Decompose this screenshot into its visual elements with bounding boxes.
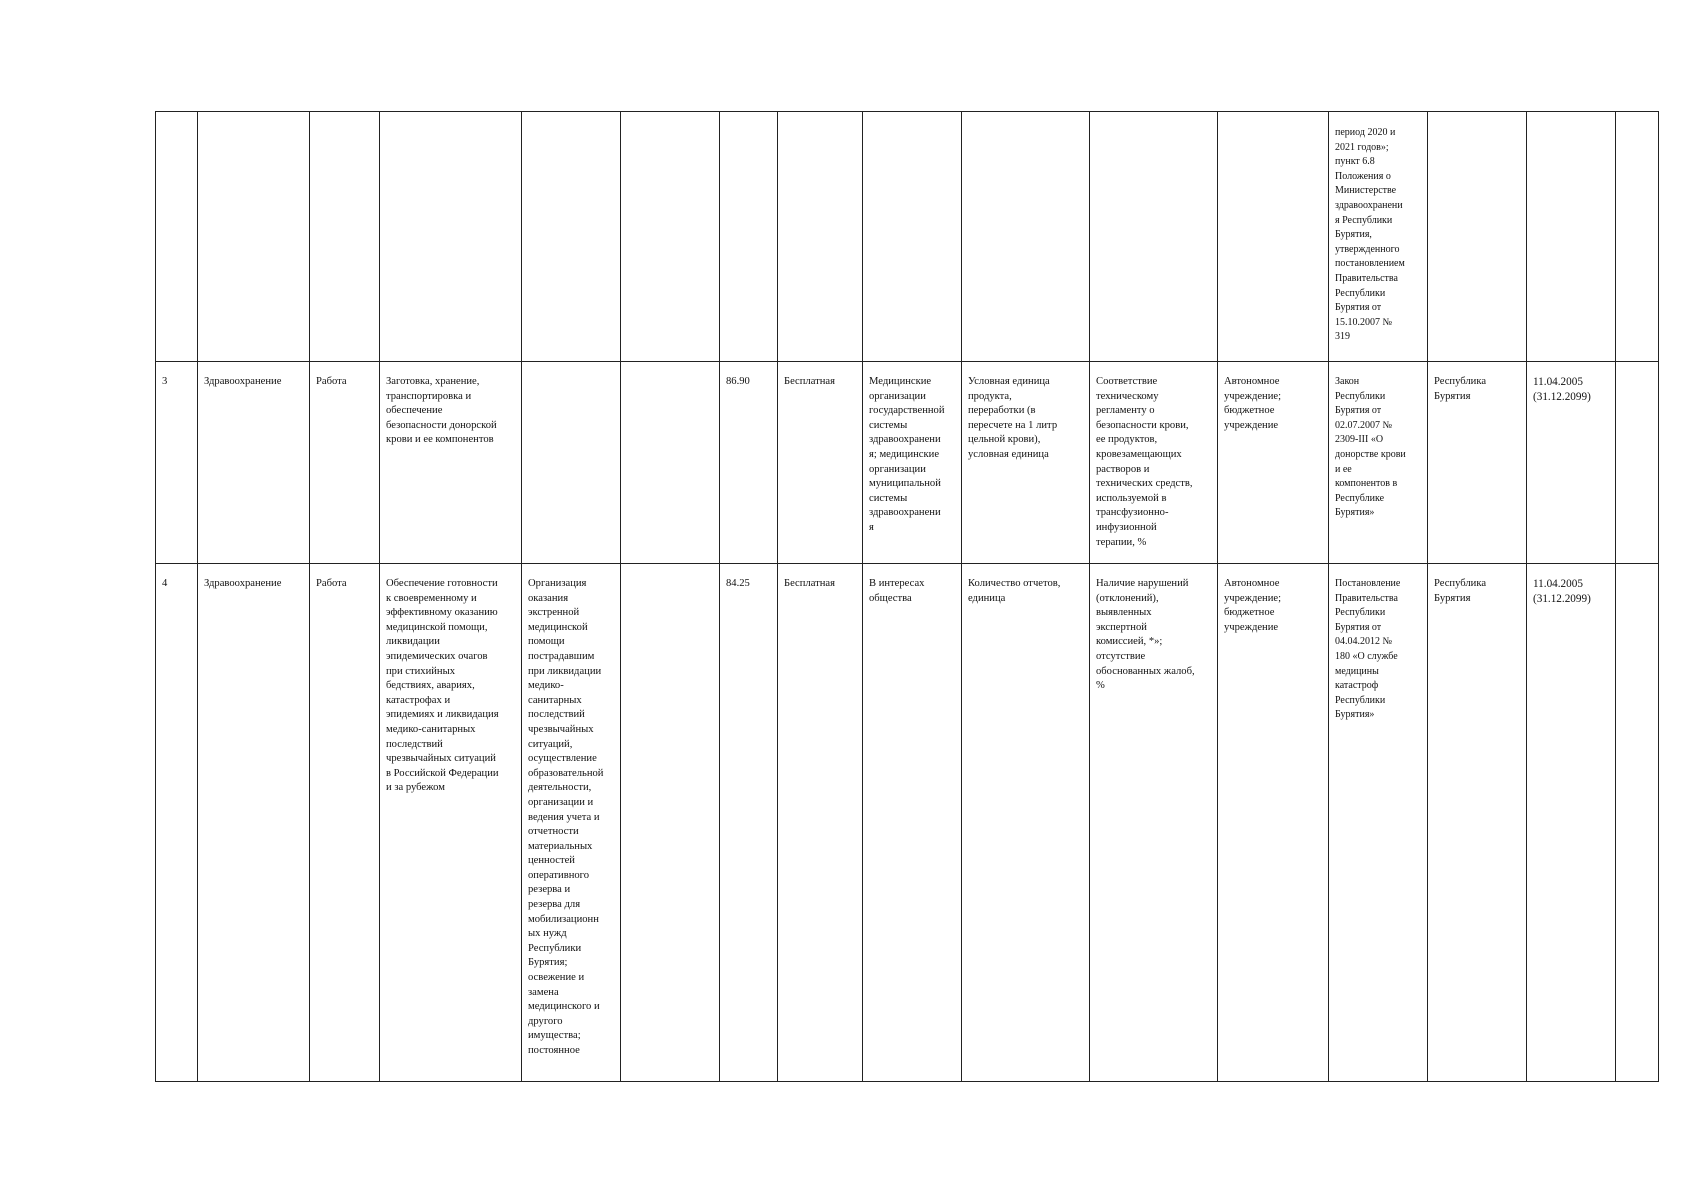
cell-kind xyxy=(310,112,380,362)
cell-okved: 84.25 xyxy=(720,564,778,1082)
cell-extra xyxy=(1616,564,1659,1082)
cell-num: 3 xyxy=(156,362,198,564)
cell-kind: Работа xyxy=(310,362,380,564)
cell-volume-indicator: Условная единица продукта, переработки (в пересчете на 1 литр цельной крови), условная единица xyxy=(962,362,1090,564)
registry-table xyxy=(155,111,1659,1082)
cell-quality-indicator: Соответствие техническому регламенту о безопасности крови, ее продуктов, кровезамещающих растворов и технических средств, используемой в трансфузионно- инфузионной терапии, % xyxy=(1090,362,1218,564)
table-row xyxy=(156,112,1659,362)
table-row xyxy=(156,362,1659,564)
cell-content xyxy=(522,112,621,362)
cell-founder: Республика Бурятия xyxy=(1428,564,1527,1082)
cell-consumers: Медицинские организации государственной системы здравоохранени я; медицинские организации муниципальной системы здравоохранени я xyxy=(863,362,962,564)
cell-sphere xyxy=(198,112,310,362)
table-row xyxy=(156,564,1659,1082)
cell-name: Обеспечение готовности к своевременному и эффективному оказанию медицинской помощи, ликвидации эпидемических очагов при стихийных бедствиях, авариях, катастрофах и эпидемиях и ликвидация медико-санитарных последствий чрезвычайных ситуаций в Российской Федерации и за рубежом xyxy=(380,564,522,1082)
cell-sphere: Здравоохранение xyxy=(198,564,310,1082)
cell-institution-type xyxy=(1218,112,1329,362)
cell-content: Организация оказания экстренной медицинской помощи пострадавшим при ликвидации медико- санитарных последствий чрезвычайных ситуаций, осуществление образовательной деятельности, организации и ведения учета и отчетности материальных ценностей оперативного резерва и резерва для мобилизационн ых нужд Республики Бурятия; освежение и замена медицинского и другого имущества; постоянное xyxy=(522,564,621,1082)
cell-paid: Бесплатная xyxy=(778,362,863,564)
cell-okved: 86.90 xyxy=(720,362,778,564)
cell-name: Заготовка, хранение, транспортировка и обеспечение безопасности донорской крови и ее компонентов xyxy=(380,362,522,564)
cell-extra xyxy=(1616,112,1659,362)
cell-date: 11.04.2005 (31.12.2099) xyxy=(1527,564,1616,1082)
cell-founder: Республика Бурятия xyxy=(1428,362,1527,564)
cell-consumers: В интересах общества xyxy=(863,564,962,1082)
cell-legal-basis: период 2020 и 2021 годов»; пункт 6.8 Положения о Министерстве здравоохранени я Республики Бурятия, утвержденного постановлением Правительства Республики Бурятия от 15.10.2007 № 319 xyxy=(1329,112,1428,362)
cell-legal-basis: Закон Республики Бурятия от 02.07.2007 № 2309-III «О донорстве крови и ее компонентов в Республике Бурятия» xyxy=(1329,362,1428,564)
cell-okved xyxy=(720,112,778,362)
cell-extra xyxy=(1616,362,1659,564)
cell-kind: Работа xyxy=(310,564,380,1082)
cell-num xyxy=(156,112,198,362)
cell-quality-indicator xyxy=(1090,112,1218,362)
cell-legal-basis: Постановление Правительства Республики Бурятия от 04.04.2012 № 180 «О службе медицины катастроф Республики Бурятия» xyxy=(1329,564,1428,1082)
cell-condition xyxy=(621,112,720,362)
cell-name xyxy=(380,112,522,362)
cell-volume-indicator: Количество отчетов, единица xyxy=(962,564,1090,1082)
cell-volume-indicator xyxy=(962,112,1090,362)
cell-sphere: Здравоохранение xyxy=(198,362,310,564)
cell-paid xyxy=(778,112,863,362)
cell-paid: Бесплатная xyxy=(778,564,863,1082)
cell-consumers xyxy=(863,112,962,362)
cell-institution-type: Автономное учреждение; бюджетное учреждение xyxy=(1218,362,1329,564)
cell-condition xyxy=(621,564,720,1082)
cell-num: 4 xyxy=(156,564,198,1082)
cell-condition xyxy=(621,362,720,564)
cell-institution-type: Автономное учреждение; бюджетное учреждение xyxy=(1218,564,1329,1082)
cell-content xyxy=(522,362,621,564)
cell-date: 11.04.2005 (31.12.2099) xyxy=(1527,362,1616,564)
cell-date xyxy=(1527,112,1616,362)
cell-founder xyxy=(1428,112,1527,362)
cell-quality-indicator: Наличие нарушений (отклонений), выявленных экспертной комиссией, *»; отсутствие обоснованных жалоб, % xyxy=(1090,564,1218,1082)
